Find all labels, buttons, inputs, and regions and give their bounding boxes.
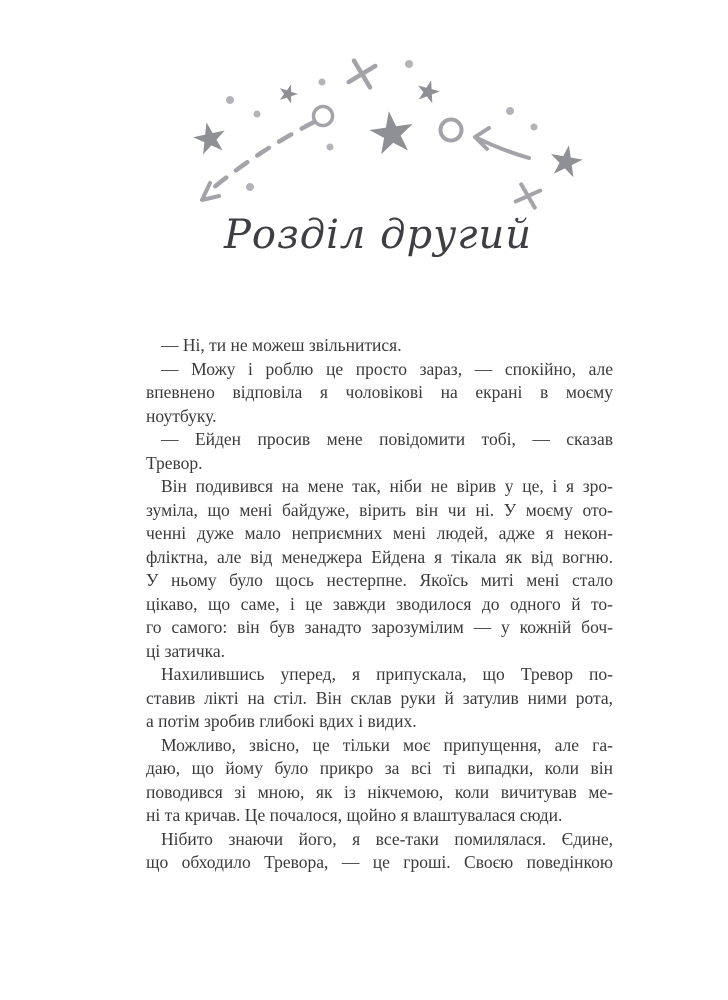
dot-icon — [226, 96, 234, 104]
text-line: впевнено відповіла я чоловікові на екрані в моєму — [146, 382, 613, 402]
dot-icon — [246, 183, 254, 191]
text-line: — Можу і роблю це просто зараз, — спокійно, але — [161, 358, 613, 379]
text-line: ці затичка. — [146, 640, 226, 661]
cross-icon — [516, 184, 541, 207]
text-line: ні та кричав. Це почалося, щойно я влаштувалася сюди. — [146, 805, 563, 825]
text-line: даю, що йому було прикро за всі ті випадки, коли він — [146, 758, 613, 778]
text-line: ноутбуку. — [146, 405, 217, 426]
text-line: а потім зробив глибокі вдих і видих. — [146, 711, 417, 731]
chapter-title: Розділ другий — [223, 212, 533, 258]
text-line: У ньому було щось нестерпне. Якоїсь миті мені стало — [146, 570, 613, 590]
text-line: поводився зі мною, як із нікчемою, коли вичитував ме- — [146, 781, 613, 802]
text-line: зуміла, що мені байдуже, вірить він чи ні. У моєму ото- — [146, 499, 613, 520]
text-line: цікаво, що саме, і це завжди зводилося до одного й то- — [146, 593, 613, 614]
star-icon — [276, 82, 300, 105]
text-line: — Ейден просив мене повідомити тобі, — сказав — [161, 429, 613, 449]
dot-icon — [254, 111, 261, 118]
text-line: Нахилившись уперед, я припускала, що Тревор по- — [161, 664, 613, 684]
dot-icon — [405, 60, 413, 68]
text-line: Він подивився на мене так, ніби не вірив у це, і я зро- — [161, 476, 613, 496]
chapter-ornament — [0, 0, 728, 220]
body-text — [146, 334, 613, 875]
text-line: Нібито знаючи його, я все-таки помилялася. Єдине, — [161, 828, 613, 849]
circle-icon — [441, 120, 462, 141]
text-line: Тревор. — [146, 452, 203, 473]
text-line: ченні дуже мало неприємних мені людей, адже я некон- — [146, 523, 613, 543]
dot-icon — [327, 144, 334, 151]
text-line: Можливо, звісно, це тільки моє припущення, але га- — [161, 734, 613, 755]
text-line: що обходило Тревора, — це гроші. Своєю поведінкою — [146, 852, 613, 872]
dot-icon — [506, 107, 514, 115]
dot-icon — [531, 124, 538, 131]
star-icon — [548, 142, 585, 178]
text-line: — Ні, ти не можеш звільнитися. — [161, 335, 402, 355]
curved-arrow-icon — [475, 128, 529, 158]
text-line: фліктна, але від менеджера Ейдена я тікала як від вогню. — [146, 546, 613, 567]
cross-icon — [349, 61, 376, 88]
star-icon — [367, 108, 416, 155]
text-line: го самого: він був занадто зарозумілим — у кожній боч- — [146, 617, 613, 637]
circle-icon — [314, 107, 333, 126]
star-icon — [414, 77, 442, 104]
text-line: ставив лікті на стіл. Він склав руки й затулив ними рота, — [146, 687, 613, 708]
dot-icon — [319, 79, 326, 86]
star-icon — [191, 119, 229, 156]
